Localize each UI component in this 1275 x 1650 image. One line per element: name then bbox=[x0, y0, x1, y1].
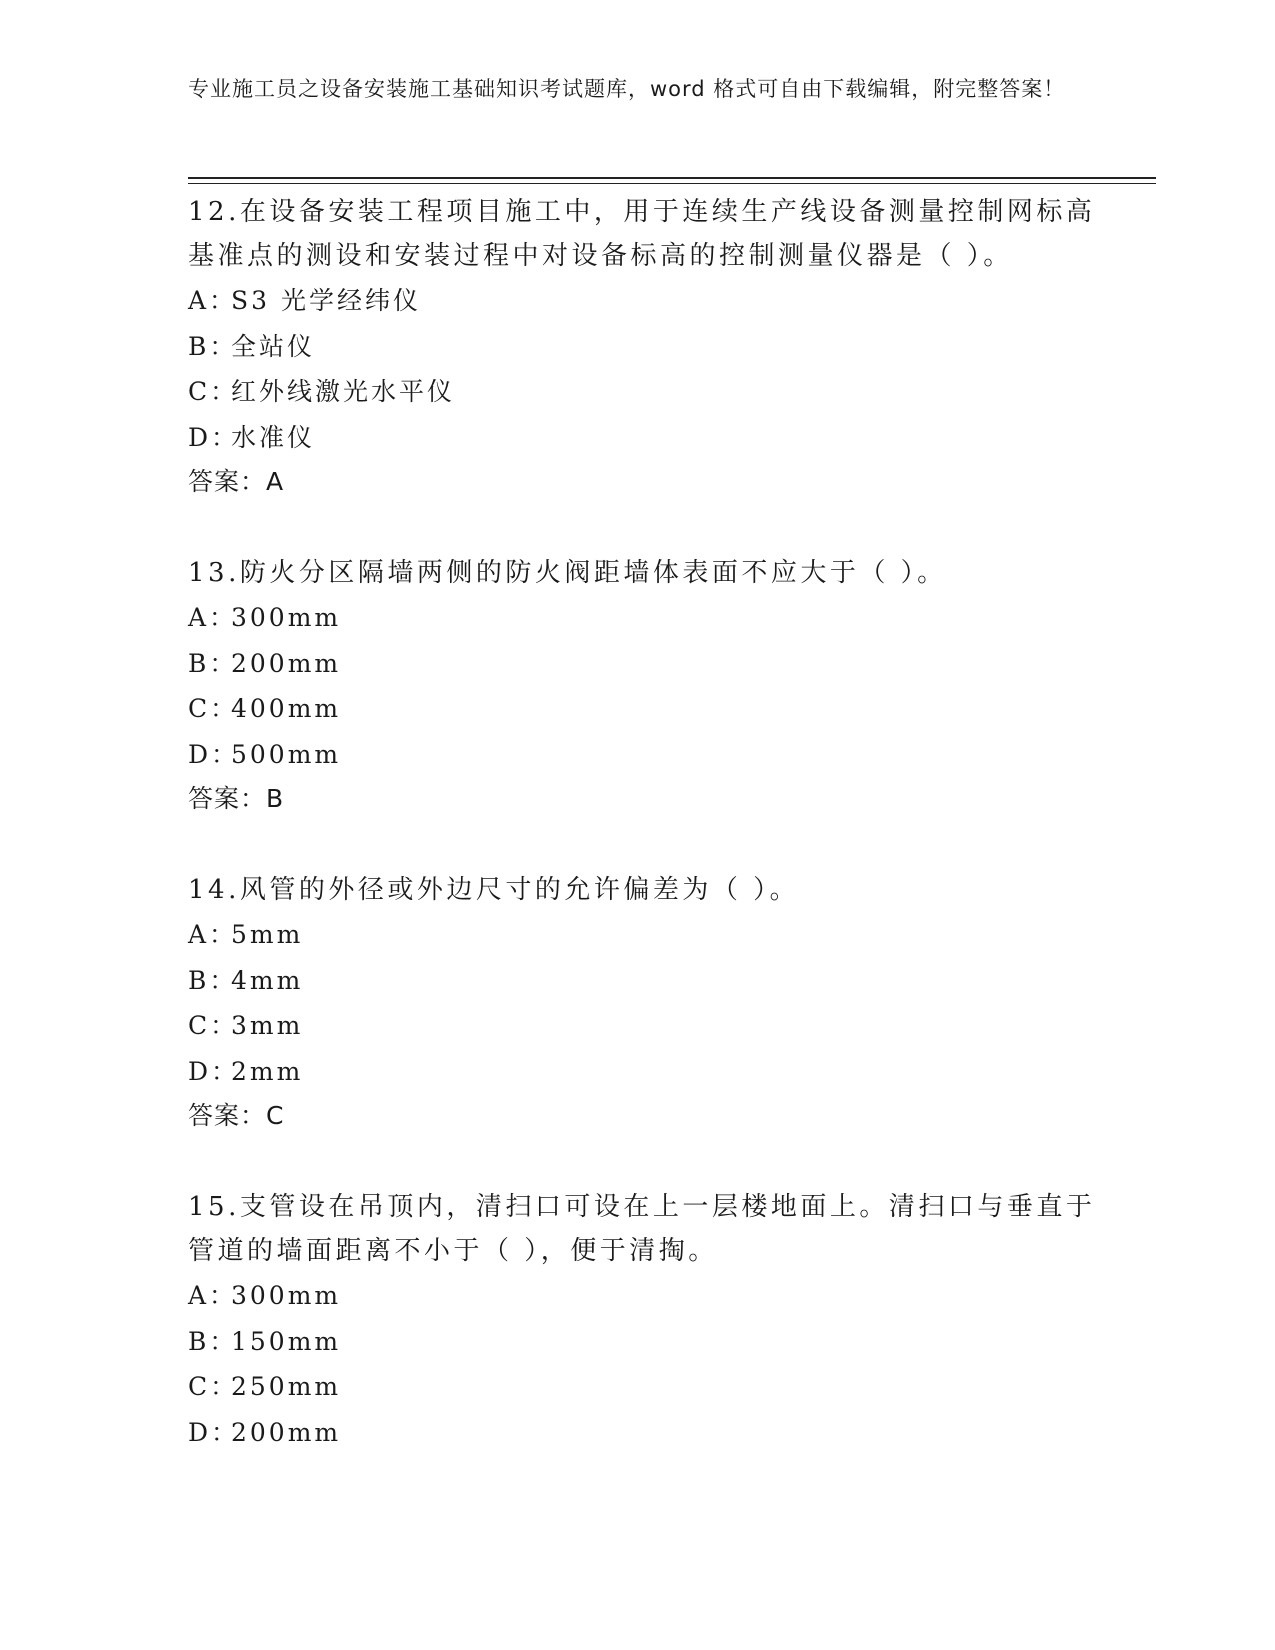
option-b bbox=[188, 1319, 1108, 1365]
option-key: D： bbox=[188, 739, 240, 769]
option-key: C： bbox=[188, 377, 239, 406]
document-header: 专业施工员之设备安装施工基础知识考试题库，word 格式可自由下载编辑，附完整答案！ bbox=[188, 77, 1066, 101]
option-d bbox=[188, 732, 1108, 778]
option-text: 250mm bbox=[231, 1372, 342, 1401]
option-d bbox=[188, 415, 1108, 461]
option-key: B： bbox=[188, 648, 238, 678]
question-15 bbox=[188, 1185, 1108, 1455]
option-d bbox=[188, 1049, 1108, 1095]
question-stem: 12.在设备安装工程项目施工中，用于连续生产线设备测量控制网标高基准点的测设和安装过程中对设备标高的控制测量仪器是（ ）。 bbox=[188, 197, 1096, 271]
option-c bbox=[188, 1364, 1108, 1410]
option-a bbox=[188, 1273, 1108, 1319]
option-text: 2mm bbox=[231, 1056, 304, 1086]
option-text: 4mm bbox=[231, 965, 304, 995]
option-text: 5mm bbox=[231, 920, 304, 949]
option-a bbox=[188, 595, 1108, 641]
answer-line: 答案：C bbox=[188, 1101, 285, 1130]
option-key: D： bbox=[188, 1056, 240, 1086]
option-text: 300mm bbox=[231, 603, 342, 632]
header-divider-thin bbox=[188, 183, 1156, 184]
question-stem: 15.支管设在吊顶内，清扫口可设在上一层楼地面上。清扫口与垂直于管道的墙面距离不小于（ ），便于清掏。 bbox=[188, 1192, 1096, 1266]
question-spacer bbox=[188, 1138, 1108, 1185]
question-13 bbox=[188, 551, 1108, 821]
header-divider-thick bbox=[188, 177, 1156, 179]
option-key: B： bbox=[188, 1326, 238, 1356]
option-a bbox=[188, 912, 1108, 958]
option-b bbox=[188, 958, 1108, 1004]
option-text: 3mm bbox=[231, 1011, 304, 1040]
question-14 bbox=[188, 868, 1108, 1138]
option-text: 全站仪 bbox=[231, 331, 316, 361]
option-b bbox=[188, 324, 1108, 370]
option-text: 300mm bbox=[231, 1281, 342, 1310]
option-key: C： bbox=[188, 694, 239, 723]
option-key: C： bbox=[188, 1011, 239, 1040]
option-text: 150mm bbox=[231, 1326, 342, 1356]
answer-line: 答案：B bbox=[188, 784, 285, 813]
option-key: B： bbox=[188, 331, 238, 361]
option-key: A： bbox=[188, 920, 238, 949]
option-a bbox=[188, 278, 1108, 324]
option-text: 200mm bbox=[231, 1417, 342, 1447]
option-text: 红外线激光水平仪 bbox=[231, 377, 456, 406]
question-spacer bbox=[188, 821, 1108, 868]
option-text: 200mm bbox=[231, 648, 342, 678]
option-c bbox=[188, 1003, 1108, 1049]
question-list bbox=[188, 190, 1108, 1455]
option-d bbox=[188, 1410, 1108, 1456]
option-text: 500mm bbox=[231, 739, 342, 769]
option-text: S3 光学经纬仪 bbox=[231, 286, 421, 315]
option-key: D： bbox=[188, 422, 240, 452]
option-key: A： bbox=[188, 603, 238, 632]
option-text: 水准仪 bbox=[231, 422, 316, 452]
option-key: A： bbox=[188, 1281, 238, 1310]
option-key: D： bbox=[188, 1417, 240, 1447]
option-c bbox=[188, 369, 1108, 415]
option-c bbox=[188, 686, 1108, 732]
question-spacer bbox=[188, 504, 1108, 551]
answer-line: 答案：A bbox=[188, 467, 285, 496]
option-key: C： bbox=[188, 1372, 239, 1401]
option-key: A： bbox=[188, 286, 238, 315]
question-12 bbox=[188, 190, 1108, 504]
option-b bbox=[188, 641, 1108, 687]
question-stem: 14.风管的外径或外边尺寸的允许偏差为（ ）。 bbox=[188, 875, 800, 905]
question-stem: 13.防火分区隔墙两侧的防火阀距墙体表面不应大于（ ）。 bbox=[188, 558, 947, 588]
option-text: 400mm bbox=[231, 694, 342, 723]
option-key: B： bbox=[188, 965, 238, 995]
